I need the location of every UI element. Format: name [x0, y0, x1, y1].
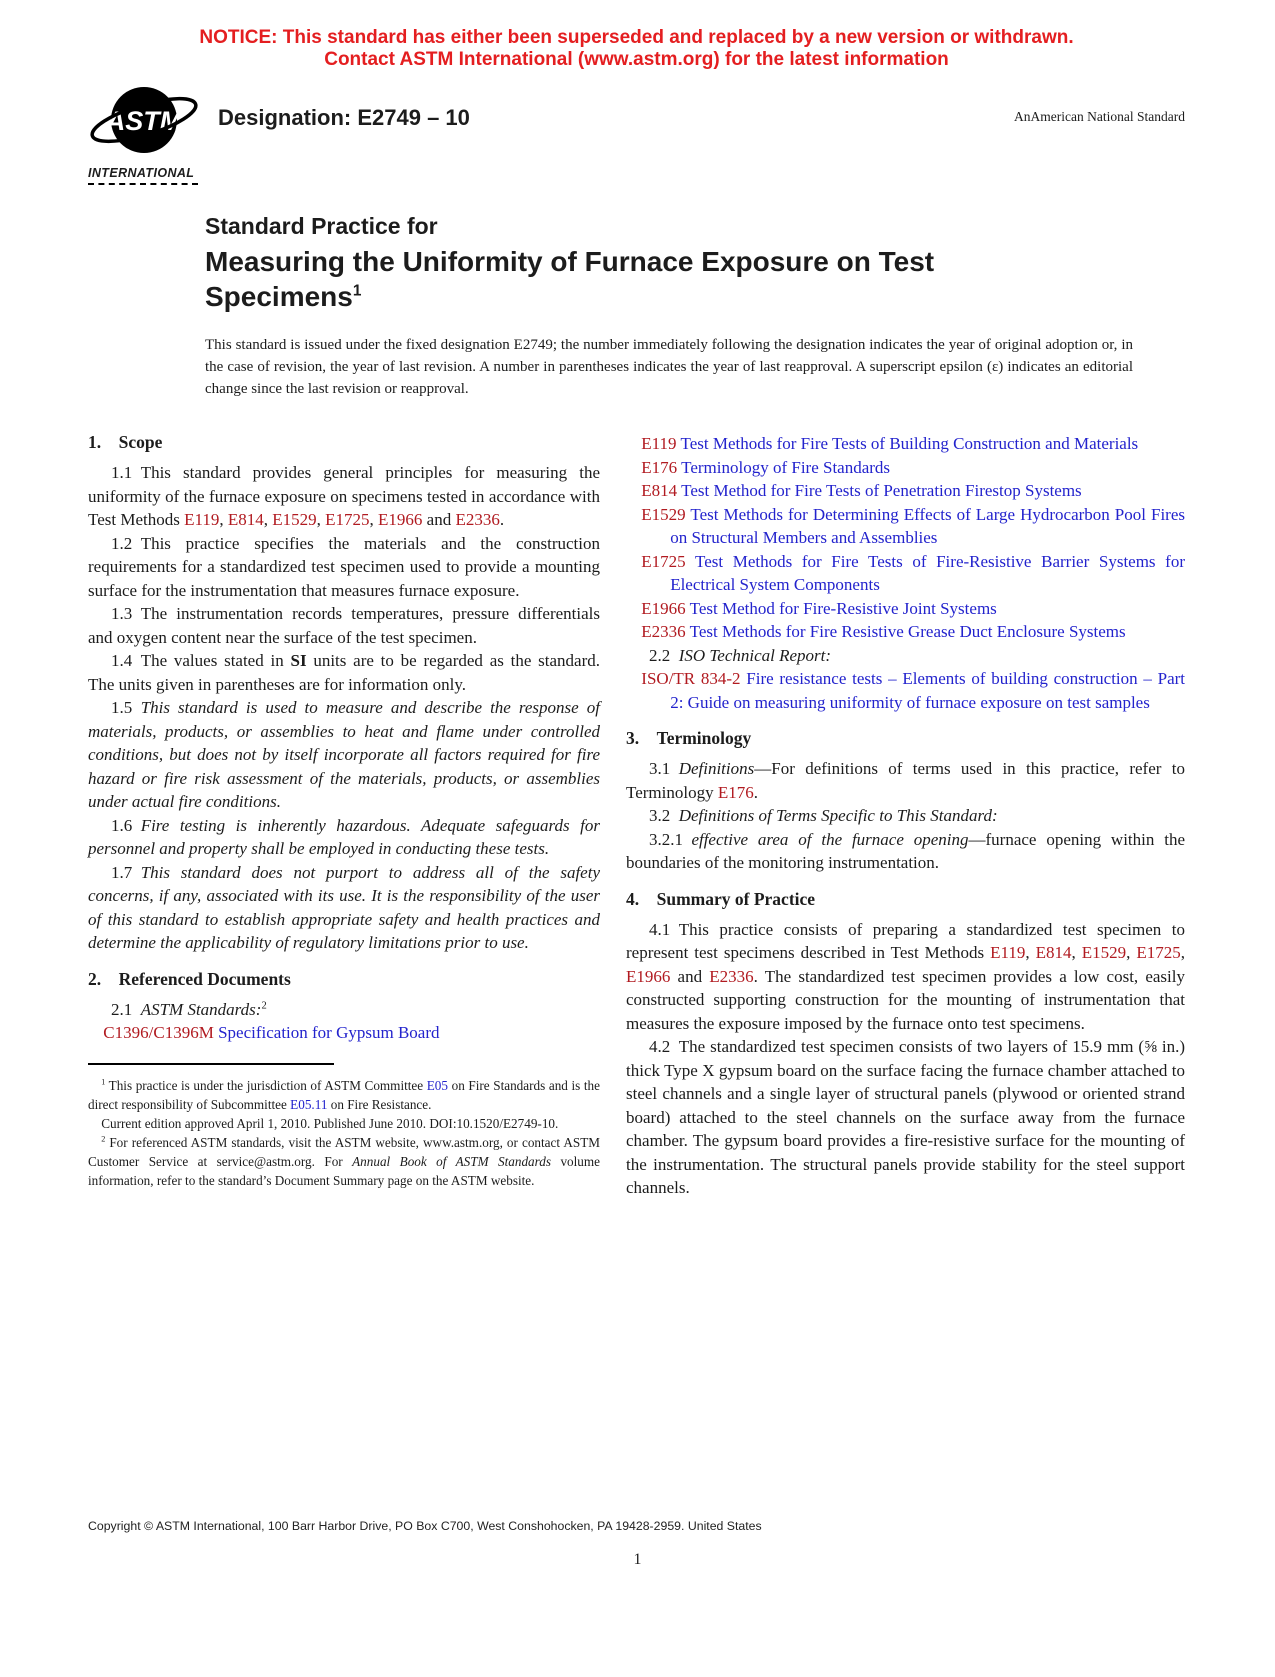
para-4-2 [626, 1035, 1185, 1200]
text-run: . The standardized test specimen provides a low cost, easily constructed supporting construction for the mounting of instrumentation that measures the exposure imposed by the furnace onto test specimens. [626, 966, 1185, 1033]
ref-e814 [626, 479, 1185, 503]
footnote-separator [88, 1063, 334, 1065]
page-content [0, 27, 1275, 1200]
text-run: 3.1 [648, 759, 679, 778]
text-run: This standard does not purport to address all of the safety concerns, if any, associated with its use. It is the responsibility of the user of this standard to establish appropriate safety and health practices and determine the applicability of regulatory limitations prior to use. [88, 862, 600, 952]
notice-line-2: Contact ASTM International (www.astm.org) for the latest information [324, 49, 949, 70]
text-run: . [499, 510, 505, 529]
logo-acronym: ASTM [105, 106, 183, 136]
text-run: , [1071, 943, 1082, 962]
std-designation-link[interactable]: E1529 [1081, 943, 1127, 962]
text-run: , [316, 510, 326, 529]
ref-c1396 [88, 1021, 600, 1045]
std-designation-link[interactable]: E176 [717, 782, 754, 802]
ref-e2336 [626, 620, 1185, 644]
para-4-1 [626, 918, 1185, 1036]
std-title-link[interactable]: Terminology of Fire Standards [677, 457, 891, 477]
para-1-4 [88, 649, 600, 696]
text-run: 4. Summary of Practice [626, 888, 816, 909]
text-run: Fire testing is inherently hazardous. Adequate safeguards for personnel and property shall be employed in conducting these tests. [88, 815, 600, 858]
footnote-1 [88, 1076, 600, 1114]
std-designation-link[interactable]: E1725 [641, 551, 686, 571]
title-footnote-marker: 1 [352, 282, 362, 300]
text-run: —For definitions of terms used in this practice, refer to Terminology [626, 759, 1185, 802]
text-run: , [369, 510, 379, 529]
std-designation-link[interactable]: E176 [641, 457, 678, 477]
std-title-link[interactable]: Test Methods for Fire Tests of Fire-Resistive Barrier Systems for Electrical System Components [670, 551, 1185, 594]
page-title [205, 244, 975, 314]
para-3-1 [626, 757, 1185, 804]
heading-scope [88, 432, 600, 453]
text-run: Annual Book of ASTM Standards [352, 1153, 552, 1169]
title-main-text: Measuring the Uniformity of Furnace Exposure on Test Specimens [205, 246, 935, 312]
std-title-link[interactable]: Test Method for Fire Tests of Penetration Firestop Systems [677, 481, 1082, 500]
text-run: . [753, 782, 758, 802]
title-kicker: Standard Practice for [205, 213, 438, 239]
para-1-5 [88, 696, 600, 814]
para-1-3 [88, 602, 600, 649]
para-2-2 [626, 644, 1185, 668]
text-run: SI [290, 651, 307, 670]
ref-e1529 [626, 503, 1185, 550]
std-title-link[interactable]: Test Methods for Determining Effects of Large Hydrocarbon Pool Fires on Structural Members and Assemblies [670, 504, 1185, 547]
para-1-7 [88, 861, 600, 955]
text-run: 3. Terminology [626, 728, 752, 748]
std-title-link[interactable]: E05.11 [290, 1096, 328, 1112]
std-designation-link[interactable]: E1529 [641, 504, 686, 524]
text-run: 1.4 The values stated in [110, 651, 291, 670]
text-run: 4.2 The standardized test specimen consists of two layers of 15.9 mm (⅝ in.) thick Type X gypsum board on the surface facing the furnace chamber attached to steel channels and a single layer of structural panels (plywood or oriented strand board) attached to the steel channels on the surface away from the furnace chamber. The gypsum board provides a fire-resistive surface for the mounting of the instrumentation. The structural panels provide stability for the steel support channels. [626, 1037, 1185, 1197]
ref-e1725 [626, 550, 1185, 597]
para-1-6 [88, 814, 600, 861]
text-run: For referenced ASTM standards, visit the ASTM website, www.astm.org, or contact ASTM Customer Service at service@astm.org. For [88, 1134, 600, 1169]
footnote-2 [88, 1133, 600, 1190]
std-designation-link[interactable]: E1725 [325, 510, 370, 529]
para-1-1 [88, 461, 600, 532]
text-run: 4.1 This practice consists of preparing a standardized test specimen to represent test specimens described in Test Methods [626, 919, 1185, 962]
text-run: ASTM Standards: [140, 999, 262, 1019]
std-title-link[interactable]: Specification for Gypsum Board [213, 1023, 440, 1042]
std-designation-link[interactable]: E2336 [455, 510, 500, 529]
text-run: Definitions of Terms Specific to This Standard: [678, 806, 998, 825]
std-designation-link[interactable]: E814 [1035, 943, 1072, 962]
text-run: , [263, 510, 273, 529]
logo-subtitle: INTERNATIONAL [88, 166, 198, 185]
footnote-marker: 1 [101, 1077, 106, 1087]
std-designation-link[interactable]: E2336 [709, 966, 754, 986]
body-columns [88, 432, 1185, 1200]
footnote-marker: 2 [101, 1134, 106, 1144]
std-title-link[interactable]: Test Methods for Fire Tests of Building Construction and Materials [676, 434, 1139, 453]
heading-referenced-documents [88, 969, 600, 990]
text-run: and [422, 510, 456, 529]
std-designation-link[interactable]: E1725 [1136, 943, 1181, 962]
ref-e176 [626, 456, 1185, 480]
footer-copyright: Copyright © ASTM International, 100 Barr Harbor Drive, PO Box C700, West Conshohocken, PA 19428-2959. United States [88, 1519, 762, 1533]
std-designation-link[interactable]: E1966 [641, 598, 686, 618]
para-3-2-1 [626, 828, 1185, 875]
std-designation-link[interactable]: ISO/TR 834-2 [641, 669, 741, 688]
text-run: 3.2.1 [648, 829, 692, 849]
text-run: units are to be regarded as the standard. The units given in parentheses are for information only. [88, 651, 600, 694]
text-run: —furnace opening within the boundaries of the monitoring instrumentation. [626, 829, 1185, 872]
page [0, 27, 1275, 1677]
text-run: 1.5 [110, 698, 141, 717]
text-run: 1.6 [110, 815, 141, 835]
superseded-notice [88, 27, 1185, 71]
std-title-link[interactable]: Test Method for Fire-Resistive Joint Systems [685, 598, 997, 618]
text-run: and [670, 966, 710, 986]
text-run: Current edition approved April 1, 2010. Published June 2010. DOI:10.1520/E2749-10. [101, 1115, 559, 1131]
heading-summary-of-practice [626, 889, 1185, 910]
text-run: ISO Technical Report: [678, 645, 832, 665]
text-run: effective area of the furnace opening [691, 829, 969, 849]
std-designation-link[interactable]: E1529 [272, 510, 317, 529]
masthead [88, 83, 1185, 185]
std-designation-link[interactable]: C1396/C1396M [103, 1023, 214, 1042]
text-run: 2.1 [110, 999, 141, 1019]
right-column [626, 432, 1185, 1200]
std-designation-link[interactable]: E1966 [378, 510, 423, 529]
text-run: on Fire Resistance. [327, 1096, 432, 1112]
std-title-link[interactable]: Fire resistance tests – Elements of building construction – Part 2: Guide on measuring uniformity of furnace exposure on test samples [670, 669, 1186, 712]
text-run: This standard is used to measure and describe the response of materials, products, or assemblies to heat and flame under controlled conditions, but does not by itself incorporate all factors required for fire hazard or fire risk assessment of the materials, products, or assemblies under actual fire conditions. [88, 698, 600, 811]
std-designation-link[interactable]: E119 [641, 434, 677, 453]
text-run: Definitions [678, 759, 755, 778]
ref-e1966 [626, 597, 1185, 621]
footnote-current-edition [88, 1114, 600, 1133]
text-run: 1.7 [110, 862, 141, 882]
left-column [88, 432, 600, 1200]
ref-e119 [626, 432, 1185, 456]
text-run: 2. Referenced Documents [88, 968, 291, 989]
para-1-2 [88, 532, 600, 603]
std-title-link[interactable]: Test Methods for Fire Resistive Grease Duct Enclosure Systems [685, 622, 1126, 641]
ref-iso-tr-834-2 [626, 667, 1185, 714]
text-run: 1.1 This standard provides general principles for measuring the uniformity of the furnace exposure on specimens tested in accordance with Test Methods [88, 463, 600, 529]
issued-note: This standard is issued under the fixed designation E2749; the number immediately following the designation indicates the year of original adoption or, in the case of revision, the year of last revision. A number in parentheses indicates the year of last reapproval. A superscript epsilon (ε) indicates an editorial change since the last revision or reapproval. [205, 337, 1133, 397]
text-run: 3.2 [648, 806, 679, 825]
text-run: , [219, 510, 228, 529]
std-designation-link[interactable]: E814 [641, 481, 678, 500]
text-run: This practice is under the jurisdiction of ASTM Committee [105, 1077, 427, 1093]
text-run: volume information, refer to the standard’s Document Summary page on the ASTM website. [88, 1153, 600, 1188]
designation: Designation: E2749 – 10 [218, 105, 470, 130]
text-run: 1.3 The instrumentation records temperatures, pressure differentials and oxygen content near the surface of the test specimen. [88, 604, 600, 647]
para-3-2 [626, 804, 1185, 828]
heading-terminology [626, 728, 1185, 749]
page-number: 1 [633, 1551, 642, 1568]
std-designation-link[interactable]: E2336 [641, 622, 686, 641]
text-run: 1. Scope [88, 432, 163, 452]
footnote-marker: 2 [261, 999, 267, 1011]
text-run: 1.2 This practice specifies the materials and the construction requirements for a standardized test specimen used to provide a mounting surface for the instrumentation that measures furnace exposure. [88, 533, 600, 600]
text-run: , [1025, 943, 1036, 962]
text-run: , [1180, 943, 1186, 962]
std-title-link[interactable]: E05 [426, 1077, 448, 1093]
std-designation-link[interactable]: E1966 [626, 966, 671, 986]
text-run: 2.2 [648, 645, 679, 665]
std-designation-link[interactable]: E119 [990, 943, 1026, 962]
astm-globe-icon [88, 83, 200, 163]
text-run: , [1126, 943, 1137, 962]
notice-line-1: NOTICE: This standard has either been superseded and replaced by a new version or withdrawn. [199, 27, 1074, 48]
title-block [205, 213, 1185, 314]
national-standard-note: AnAmerican National Standard [1014, 109, 1185, 124]
para-2-1 [88, 998, 600, 1022]
astm-logo [88, 83, 208, 185]
std-designation-link[interactable]: E119 [184, 510, 220, 529]
text-run: on Fire Standards and is the direct responsibility of Subcommittee [88, 1077, 601, 1112]
std-designation-link[interactable]: E814 [227, 510, 264, 529]
